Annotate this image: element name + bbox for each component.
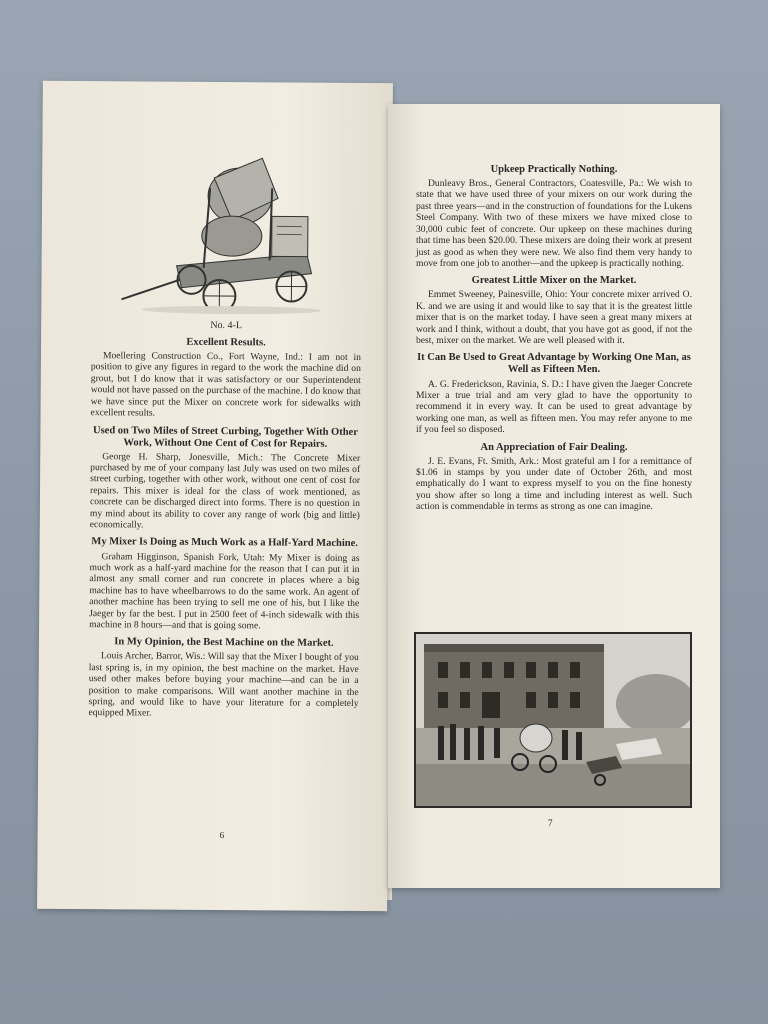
section-heading: In My Opinion, the Best Machine on the Market.	[114, 636, 334, 650]
testimonial-1	[91, 336, 362, 420]
section-heading: Excellent Results.	[186, 336, 266, 349]
testimonial-5	[416, 164, 692, 269]
section-heading: An Appreciation of Fair Dealing.	[480, 441, 628, 453]
section-heading: Upkeep Practically Nothing.	[490, 164, 618, 175]
right-page	[388, 104, 720, 888]
section-body: George H. Sharp, Jonesville, Mich.: The Concrete Mixer purchased by me of your company last July was used on two miles of street curbing, together with other work, without one cent of cost for repairs. This mixer is ideal for the class of work mentioned, as concrete can be discharged direct into forms. There is no question in my mind about its ability to cover any range of work (big and little) economically.	[89, 450, 361, 531]
page-number: 6	[219, 830, 225, 841]
testimonial-3	[89, 537, 360, 633]
section-body: Louis Archer, Barror, Wis.: Will say that the Mixer I bought of you last spring is, in my opinion, the best machine on the market. Have used other makes before buying your machine—and can be in a position to make comparisons. Will want another machine in the spring, and would like to have your literature for a completely equipped Mixer.	[88, 650, 359, 720]
testimonial-4	[88, 636, 359, 720]
testimonial-7	[416, 352, 692, 435]
testimonial-6	[416, 275, 692, 346]
section-heading: It Can Be Used to Great Advantage by Working One Man, as Well as Fifteen Men.	[417, 352, 691, 376]
concrete-mixer-illustration	[121, 147, 332, 318]
section-body: Emmet Sweeney, Painesville, Ohio: Your concrete mixer arrived O. K. and we are using it and would like to say that it is the greatest little mixer that is on the market today. I have seen a great many mixers at work and I think, without a doubt, that you have got as good, if not the best, mixer on the market. We are well pleased with it.	[416, 289, 692, 346]
testimonial-8	[416, 442, 692, 513]
section-heading: My Mixer Is Doing as Much Work as a Half-Yard Machine.	[91, 536, 358, 550]
page-number: 7	[548, 818, 553, 828]
section-body: Graham Higginson, Spanish Fork, Utah: My Mixer is doing as much work as a half-yard machine for the reason that I can put it in almost any small corner and run concrete in places where a big machine has to have wheelbarrows to do the same work. An agent of another machine has been trying to sell me one of his, but I like the Jaeger by far the best. I put in 2500 feet of 4-inch sidewalk with this machine in 8 hours—and that is going some.	[89, 550, 360, 632]
construction-site-photo	[414, 632, 692, 808]
section-heading: Greatest Little Mixer on the Market.	[471, 275, 637, 287]
left-page	[37, 81, 393, 911]
section-body: J. E. Evans, Ft. Smith, Ark.: Most grateful am I for a remittance of $1.06 in stamps by you under date of October 26th, and most emphatically do I want to express myself to you on the fine honesty you show after so long a time and including interest as well. Such action is commendable in terms as strong as one can imagine.	[416, 455, 692, 513]
section-body: Dunleavy Bros., General Contractors, Coatesville, Pa.: We wish to state that we have used three of your mixers on our work during the past three years—and in the construction of foundations for the Lukens Steel Company. With two of these mixers we have mixed close to 30,000 cubic feet of concrete. Our upkeep on these machines during that time has been $20.00. These mixers are doing their work at present just as good as when they were new. We also find them very handy to move from one job to another—and the upkeep is practically nothing.	[416, 178, 692, 269]
section-heading: Used on Two Miles of Street Curbing, Together With Other Work, Without One Cent of Cost for Repairs.	[92, 424, 358, 450]
testimonial-2	[90, 425, 361, 533]
figure-caption: No. 4-L	[210, 319, 243, 332]
section-body: Moellering Construction Co., Fort Wayne, Ind.: I am not in position to give any figures in regard to the work the machine did on grout, but I do know that it was satisfactory or our Superintendent would not have passed on the purchase of the machine. I do know that we have since put the Mixer on concrete work for sidewalks with excellent results.	[90, 350, 362, 419]
section-body: A. G. Frederickson, Ravinia, S. D.: I have given the Jaeger Concrete Mixer a true trial and am very glad to have the opportunity to recommend it in every way. It can be used to great advantage by working one man, as well as fifteen men. You may refer anyone to me if you feel so disposed.	[416, 378, 692, 436]
